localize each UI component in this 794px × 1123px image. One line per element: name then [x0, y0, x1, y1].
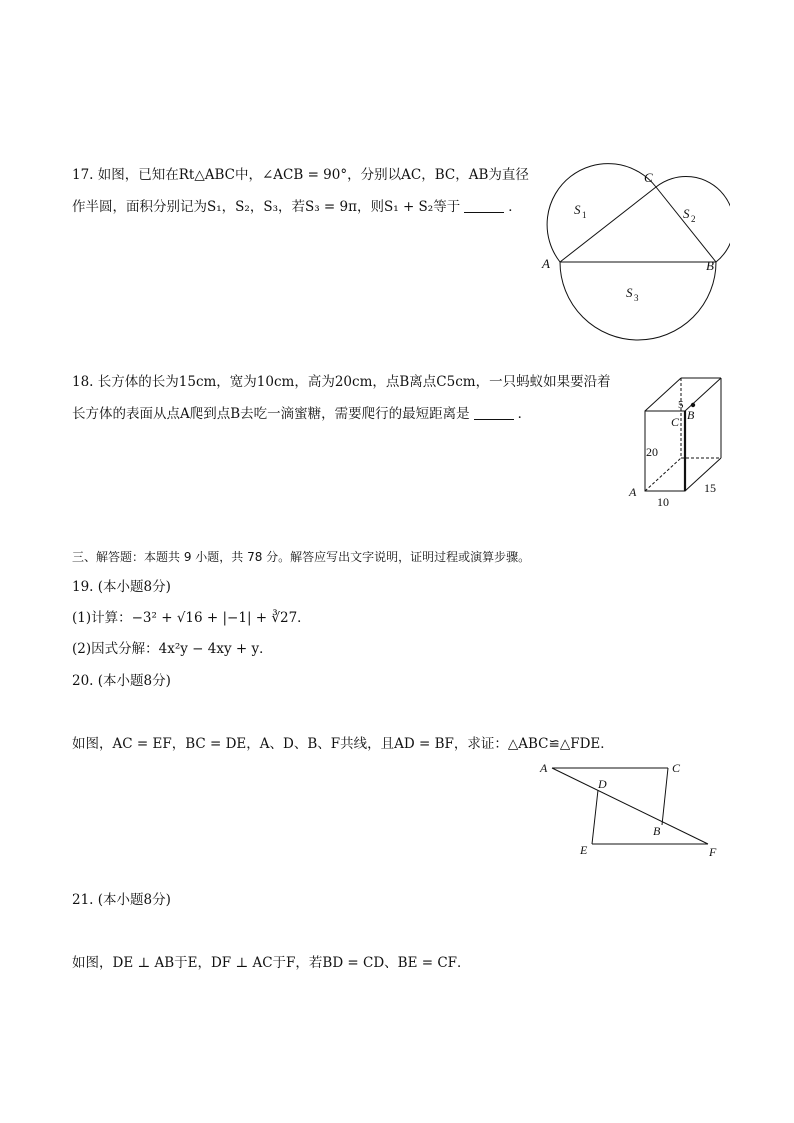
q21-title: 21. (本小题8分)	[72, 892, 171, 908]
answer-blank	[464, 200, 504, 213]
label-s2: S	[683, 206, 690, 221]
label-a: A	[540, 761, 548, 775]
label-f: F	[709, 845, 717, 859]
label-d: D	[598, 777, 607, 791]
segment-af	[552, 768, 708, 844]
label-15: 15	[704, 481, 716, 495]
section-heading: 三、解答题：本题共 9 小题，共 78 分。解答应写出文字说明，证明过程或演算步骤。	[72, 550, 531, 564]
label-b: B	[653, 824, 661, 838]
label-c: C	[671, 415, 680, 429]
label-5: 5	[678, 399, 684, 411]
label-20: 20	[646, 445, 658, 459]
q18-line2-text: 长方体的表面从点A爬到点B去吃一滴蜜糖，需要爬行的最短距离是	[72, 406, 470, 422]
q17-figure	[530, 162, 730, 342]
label-s3-sub: 3	[634, 293, 639, 303]
segment-de	[592, 790, 598, 844]
q19-part1: (1)计算：−3² + √16 + |−1| + ∛27．	[72, 610, 311, 626]
q18-line1: 18. 长方体的长为15cm，宽为10cm，高为20cm，点B离点C5cm，一只蚂蚁如果要沿着	[72, 374, 611, 390]
label-s3: S	[626, 285, 633, 300]
q17-line2	[72, 198, 522, 216]
label-b: B	[706, 258, 714, 273]
semicircle-s1	[547, 164, 656, 262]
q20-figure	[535, 758, 725, 862]
label-s1: S	[574, 202, 581, 217]
q18-line2	[72, 405, 531, 423]
q20-title: 20. (本小题8分)	[72, 673, 171, 689]
box-top-right-edge	[685, 378, 721, 411]
label-s1-sub: 1	[582, 210, 587, 220]
q21-body: 如图，DE ⊥ AB于E，DF ⊥ AC于F，若BD = CD、BE = CF．	[72, 955, 471, 971]
box-top-left-edge	[645, 378, 681, 411]
label-c: C	[672, 761, 681, 775]
q18-figure	[620, 368, 740, 513]
label-e: E	[580, 843, 588, 857]
q19-title: 19. (本小题8分)	[72, 579, 171, 595]
label-a: A	[542, 256, 550, 271]
label-c: C	[644, 170, 653, 185]
point-b	[691, 403, 695, 407]
q19-part2: (2)因式分解：4x²y − 4xy + y．	[72, 641, 273, 657]
q17-line2-text: 作半圆，面积分别记为S₁，S₂，S₃，若S₃ = 9π，则S₁ + S₂等于	[72, 199, 461, 215]
segment-ac	[560, 187, 656, 262]
box-hidden-diagonal	[645, 458, 681, 491]
segment-bc	[656, 187, 716, 262]
q20-body: 如图，AC = EF，BC = DE，A、D、B、F共线，且AD = BF，求证：△ABC≌△FDE．	[72, 736, 614, 752]
q17-line2-end: ．	[508, 199, 522, 215]
segment-cb	[662, 768, 668, 825]
label-s2-sub: 2	[691, 214, 696, 224]
q17-line1: 17. 如图，已知在Rt△ABC中，∠ACB = 90°，分别以AC，BC，AB为直径	[72, 167, 529, 183]
label-a: A	[629, 485, 637, 499]
q18-line2-end: ．	[517, 406, 532, 422]
label-b: B	[687, 408, 695, 422]
answer-blank	[474, 407, 514, 420]
label-10: 10	[657, 495, 669, 509]
